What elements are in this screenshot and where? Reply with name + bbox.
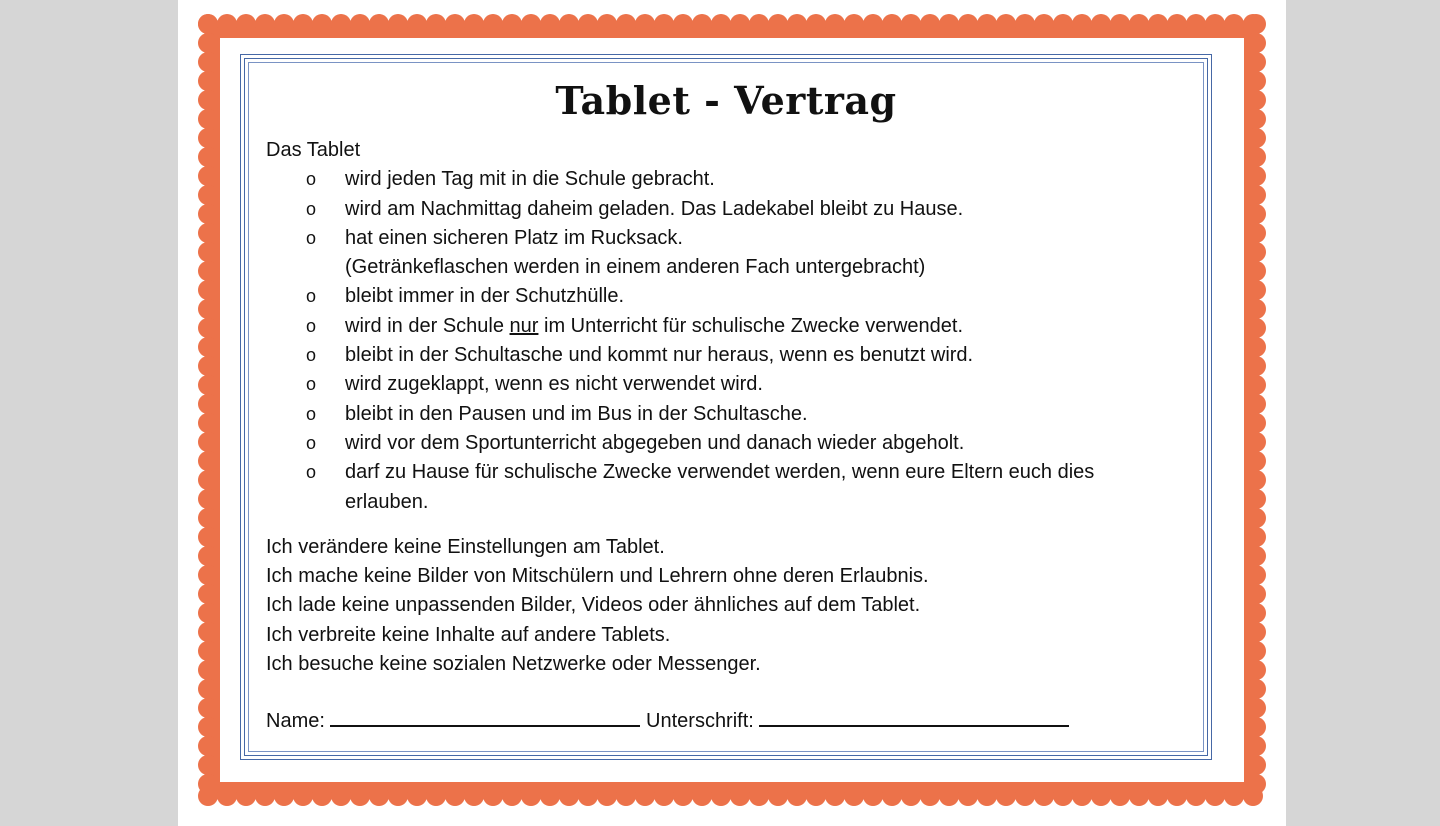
name-field[interactable] xyxy=(330,707,640,727)
list-item-continuation: (Getränkeflaschen werden in einem anderen Fach untergebracht) xyxy=(345,256,926,279)
list-item xyxy=(266,370,1186,399)
bullet-icon: o xyxy=(306,286,317,307)
bullet-icon: o xyxy=(306,227,317,248)
list-item-text: hat einen sicheren Platz im Rucksack. xyxy=(345,226,683,249)
list-item xyxy=(266,165,1186,194)
contract-title: Tablet - Vertrag xyxy=(555,78,897,123)
list-item-text: bleibt in der Schultasche und kommt nur heraus, wenn es benutzt wird. xyxy=(345,344,974,367)
document-page xyxy=(178,0,1286,826)
bullet-icon: o xyxy=(306,345,317,366)
spacer xyxy=(266,679,1186,707)
list-item-text: wird vor dem Sportunterricht abgegeben und danach wieder abgeholt. xyxy=(345,431,965,454)
list-item-text: wird zugeklappt, wenn es nicht verwendet wird. xyxy=(345,373,763,396)
list-item xyxy=(266,429,1186,458)
bullet-icon: o xyxy=(306,315,317,336)
statement: Ich besuche keine sozialen Netzwerke oder Messenger. xyxy=(266,653,761,676)
list-item xyxy=(266,224,1186,253)
signature-field[interactable] xyxy=(759,707,1069,727)
bullet-icon: o xyxy=(306,462,317,483)
list-item-continuation: erlauben. xyxy=(345,490,429,513)
list-item-text: im Unterricht für schulische Zwecke verwendet. xyxy=(544,314,964,337)
statement: Ich lade keine unpassenden Bilder, Videos oder ähnliches auf dem Tablet. xyxy=(266,594,921,617)
underlined-word: nur xyxy=(509,314,539,337)
list-item xyxy=(266,341,1186,370)
statement: Ich verbreite keine Inhalte auf andere Tablets. xyxy=(266,623,671,646)
list-item xyxy=(266,195,1186,224)
signature-row xyxy=(266,707,1186,736)
list-item-text: darf zu Hause für schulische Zwecke verwendet werden, wenn eure Eltern euch dies xyxy=(345,461,1095,484)
name-label: Name: xyxy=(266,710,325,733)
list-item xyxy=(266,400,1186,429)
list-item xyxy=(266,312,1186,341)
bullet-icon: o xyxy=(306,403,317,424)
list-item xyxy=(266,458,1186,487)
contract-content xyxy=(266,72,1186,737)
signature-label: Unterschrift: xyxy=(646,710,754,733)
list-item-text: bleibt immer in der Schutzhülle. xyxy=(345,285,625,308)
bullet-icon: o xyxy=(306,169,317,190)
list-item-text: bleibt in den Pausen und im Bus in der Schultasche. xyxy=(345,402,808,425)
bullet-icon: o xyxy=(306,374,317,395)
list-item-text: wird jeden Tag mit in die Schule gebracht. xyxy=(345,168,715,191)
bullet-icon: o xyxy=(306,432,317,453)
list-item xyxy=(266,282,1186,311)
intro-text: Das Tablet xyxy=(266,139,361,161)
spacer xyxy=(266,517,1186,533)
list-item-text: wird am Nachmittag daheim geladen. Das Ladekabel bleibt zu Hause. xyxy=(345,197,964,220)
bullet-icon: o xyxy=(306,198,317,219)
statement: Ich mache keine Bilder von Mitschülern und Lehrern ohne deren Erlaubnis. xyxy=(266,565,929,588)
statement: Ich verändere keine Einstellungen am Tablet. xyxy=(266,535,665,558)
list-item-text-prefix: wird in der Schule xyxy=(345,314,504,337)
